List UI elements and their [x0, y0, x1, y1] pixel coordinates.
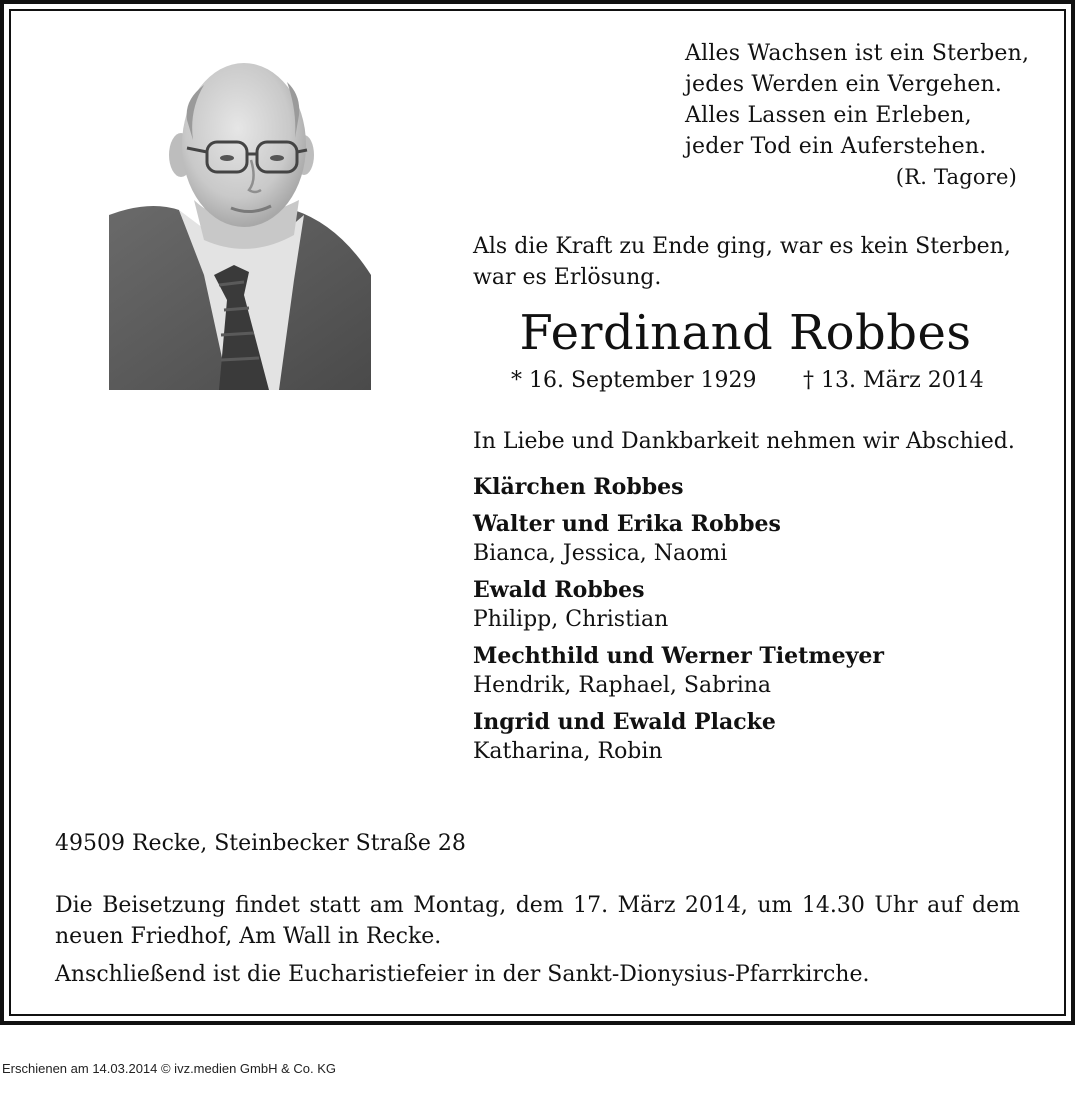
- mourner-children: Hendrik, Raphael, Sabrina: [473, 673, 772, 698]
- poem-line: jeder Tod ein Auferstehen.: [685, 134, 987, 159]
- mass-notice: Anschließend ist die Eucharistiefeier in der Sankt-Dionysius-Pfarrkirche.: [55, 962, 870, 987]
- poem-line: jedes Werden ein Vergehen.: [685, 72, 1003, 97]
- family-address: 49509 Recke, Steinbecker Straße 28: [55, 831, 466, 856]
- death-date: † 13. März 2014: [803, 368, 984, 393]
- farewell-text: In Liebe und Dankbarkeit nehmen wir Abschied.: [473, 429, 1015, 454]
- portrait-photo: [109, 60, 371, 390]
- intro-line: Als die Kraft zu Ende ging, war es kein Sterben,: [473, 234, 1011, 259]
- mourner-entry: [473, 473, 1033, 502]
- mourner-children: Philipp, Christian: [473, 607, 669, 632]
- mourner-name: Ewald Robbes: [473, 577, 645, 603]
- mourner-entry: [473, 510, 1033, 568]
- birth-date: * 16. September 1929: [511, 368, 757, 393]
- intro-line: war es Erlösung.: [473, 265, 662, 290]
- poem-line: Alles Lassen ein Erleben,: [685, 103, 972, 128]
- mourner-children: Katharina, Robin: [473, 739, 663, 764]
- mourner-name: Ingrid und Ewald Placke: [473, 709, 776, 735]
- mourner-name: Klärchen Robbes: [473, 474, 684, 500]
- mourner-entry: [473, 642, 1033, 700]
- mourner-children: Bianca, Jessica, Naomi: [473, 541, 728, 566]
- mourner-name: Walter und Erika Robbes: [473, 511, 781, 537]
- mourner-entry: [473, 708, 1033, 766]
- publication-footer: Erschienen am 14.03.2014 © ivz.medien GmbH & Co. KG: [2, 1061, 337, 1076]
- poem-line: Alles Wachsen ist ein Sterben,: [685, 41, 1030, 66]
- mourner-entry: [473, 576, 1033, 634]
- funeral-notice: Die Beisetzung findet statt am Montag, dem 17. März 2014, um 14.30 Uhr auf dem neuen Friedhof, Am Wall in Recke.: [55, 893, 1020, 949]
- poem-author: (R. Tagore): [895, 165, 1017, 189]
- mourners-list: [473, 473, 1033, 774]
- poem-block: [685, 38, 1030, 193]
- deceased-name: Ferdinand Robbes: [519, 305, 972, 361]
- intro-text: [473, 231, 1033, 293]
- mourner-name: Mechthild und Werner Tietmeyer: [473, 643, 884, 669]
